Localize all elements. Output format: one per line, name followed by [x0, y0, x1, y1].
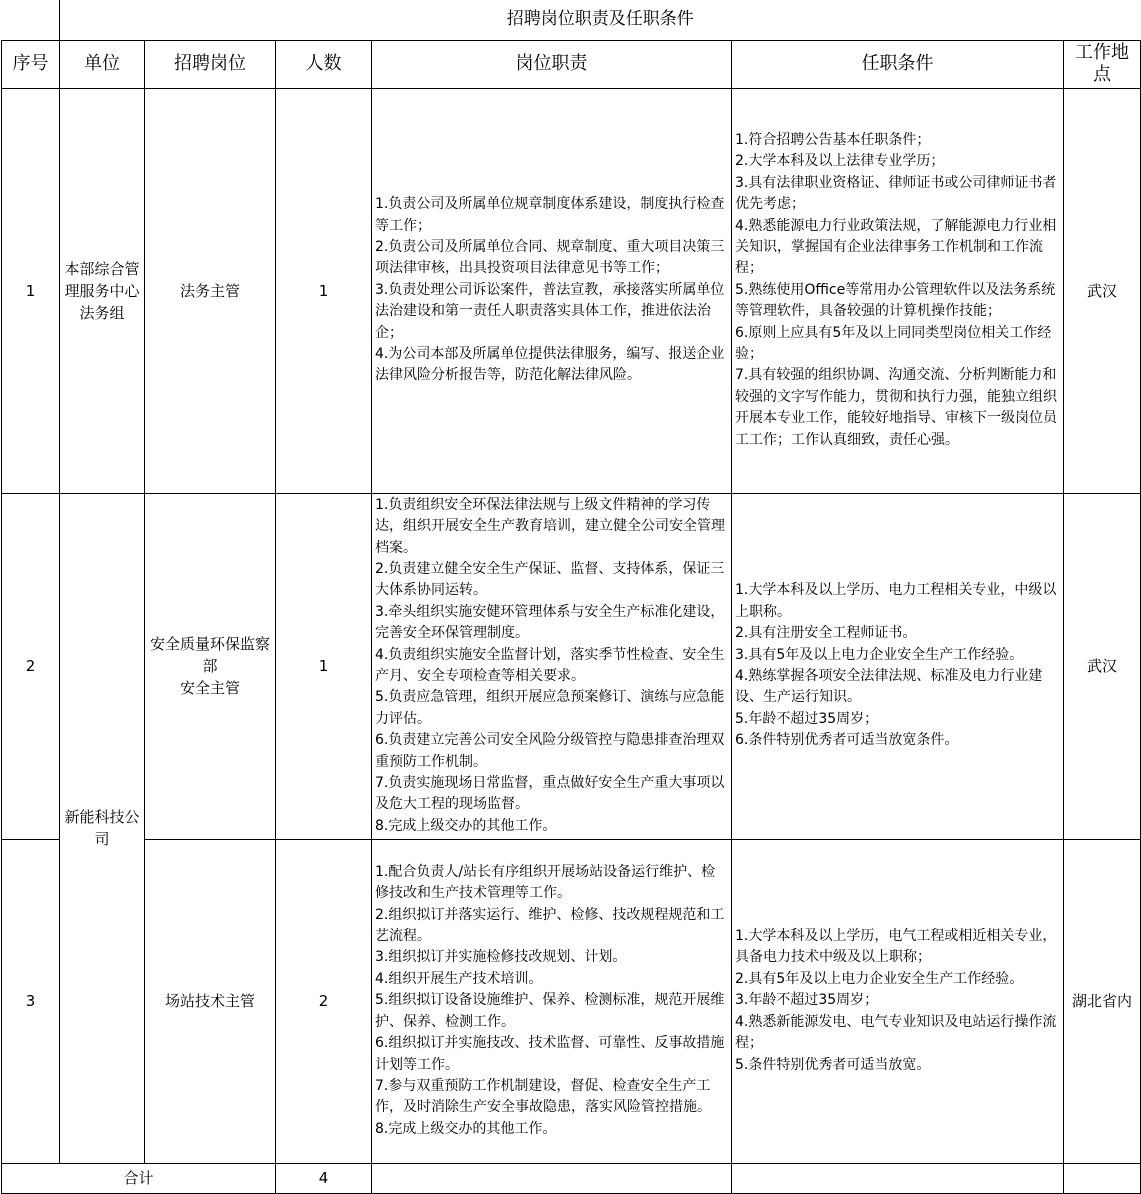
duty-item: 5.负责应急管理，组织开展应急预案修订、演练与应急能力评估。 [375, 689, 725, 727]
requirement-item: 3.年龄不超过35周岁； [735, 992, 879, 1009]
row-count: 2 [276, 839, 372, 1163]
row-seq: 1 [2, 88, 60, 493]
duty-item: 4.为公司本部及所属单位提供法律服务，编写、报送企业法律风险分析报告等，防范化解法律风险。 [375, 346, 725, 384]
position-line: 安全主管 [179, 679, 240, 697]
header-location: 工作地点 [1064, 40, 1141, 88]
row-location: 湖北省内 [1064, 839, 1141, 1163]
total-label: 合计 [2, 1163, 276, 1193]
duty-item: 4.负责组织实施安全监督计划，落实季节性检查、安全生产月、安全专项检查等相关要求。 [375, 646, 725, 684]
table-row [2, 493, 1141, 839]
row-position: 法务主管 [145, 88, 276, 493]
total-empty-cell [372, 1163, 732, 1193]
table-title: 招聘岗位职责及任职条件 [60, 0, 1141, 40]
duty-item: 2.组织拟订并落实运行、维护、检修、技改规程规范和工艺流程。 [375, 906, 725, 945]
header-requirements: 任职条件 [732, 40, 1064, 88]
requirement-item: 2.大学本科及以上法律专业学历； [735, 153, 945, 170]
header-seq: 序号 [2, 40, 60, 88]
requirement-item: 2.具有注册安全工程师证书。 [735, 625, 917, 642]
duty-item: 8.完成上级交办的其他工作。 [375, 1120, 557, 1137]
requirement-item: 3.具有5年及以上电力企业安全生产工作经验。 [735, 646, 1024, 663]
requirement-item: 1.大学本科及以上学历、电力工程相关专业，中级以上职称。 [735, 582, 1057, 620]
header-unit: 单位 [60, 40, 145, 88]
table-row [2, 88, 1141, 493]
duty-item: 1.负责公司及所属单位规章制度体系建设，制度执行检查等工作； [375, 196, 725, 234]
requirement-item: 1.大学本科及以上学历，电气工程或相近相关专业，具备电力技术中级及以上职称； [735, 928, 1057, 966]
duty-item: 8.完成上级交办的其他工作。 [375, 817, 557, 834]
duty-item: 6.组织拟订并实施技改、技术监督、可靠性、反事故措施计划等工作。 [375, 1035, 725, 1073]
row-position [145, 493, 276, 839]
row-count: 1 [276, 493, 372, 839]
row-requirements [732, 839, 1064, 1163]
requirement-item: 4.熟练掌握各项安全法律法规、标准及电力行业建设、生产运行知识。 [735, 668, 1043, 706]
header-count: 人数 [276, 40, 372, 88]
row-seq: 3 [2, 839, 60, 1163]
row-unit: 新能科技公司 [60, 493, 145, 1163]
row-count: 1 [276, 88, 372, 493]
total-empty-cell [1064, 1163, 1141, 1193]
total-empty-cell [732, 1163, 1064, 1193]
title-blank-cell [2, 0, 60, 40]
duty-item: 2.负责建立健全安全生产保证、监督、支持体系，保证三大体系协同运转。 [375, 560, 725, 599]
duty-item: 3.组织拟订并实施检修技改规划、计划。 [375, 949, 627, 966]
total-row [2, 1163, 1141, 1193]
requirement-item: 5.年龄不超过35周岁； [735, 710, 879, 727]
requirement-item: 3.具有法律职业资格证、律师证书或公司律师证书者优先考虑； [735, 174, 1057, 213]
row-duties [372, 493, 732, 839]
row-location: 武汉 [1064, 493, 1141, 839]
requirement-item: 1.符合招聘公告基本任职条件； [735, 131, 931, 148]
requirement-item: 5.条件特别优秀者可适当放宽。 [735, 1056, 931, 1073]
position-line: 安全质量环保监察部 [149, 635, 270, 675]
duty-item: 3.牵头组织实施安健环管理体系与安全生产标准化建设，完善安全环保管理制度。 [375, 603, 725, 642]
requirement-item: 4.熟悉新能源发电、电气专业知识及电站运行操作流程； [735, 1013, 1057, 1052]
requirement-item: 7.具有较强的组织协调、沟通交流、分析判断能力和较强的文字写作能力，贯彻和执行力强，能独立组织开展本专业工作，能较好地指导、审核下一级岗位员工工作；工作认真细致，责任心强。 [735, 367, 1057, 448]
requirement-item: 6.条件特别优秀者可适当放宽条件。 [735, 732, 959, 749]
row-duties [372, 839, 732, 1163]
duty-item: 4.组织开展生产技术培训。 [375, 970, 543, 987]
duty-item: 7.负责实施现场日常监督，重点做好安全生产重大事项以及危大工程的现场监督。 [375, 775, 725, 813]
duty-item: 1.配合负责人/站长有序组织开展场站设备运行维护、检修技改和生产技术管理等工作。 [375, 863, 716, 902]
row-position: 场站技术主管 [145, 839, 276, 1163]
requirement-item: 4.熟悉能源电力行业政策法规，了解能源电力行业相关知识，掌握国有企业法律事务工作机制和工作流程； [735, 217, 1057, 277]
row-unit: 本部综合管理服务中心法务组 [60, 88, 145, 493]
row-requirements [732, 88, 1064, 493]
row-location: 武汉 [1064, 88, 1141, 493]
duty-item: 2.负责公司及所属单位合同、规章制度、重大项目决策三项法律审核，出具投资项目法律意见书等工作； [375, 238, 725, 277]
duty-item: 6.负责建立完善公司安全风险分级管控与隐患排查治理双重预防工作机制。 [375, 732, 725, 770]
table-row [2, 839, 1141, 1163]
duty-item: 5.组织拟订设备设施维护、保养、检测标准，规范开展维护、保养、检测工作。 [375, 992, 725, 1030]
row-requirements [732, 493, 1064, 839]
row-duties [372, 88, 732, 493]
requirement-item: 6.原则上应具有5年及以上同同类型岗位相关工作经验； [735, 324, 1052, 363]
header-position: 招聘岗位 [145, 40, 276, 88]
duty-item: 7.参与双重预防工作机制建设，督促、检查安全生产工作，及时消除生产安全事故隐患，落实风险管控措施。 [375, 1077, 711, 1116]
duty-item: 1.负责组织安全环保法律法规与上级文件精神的学习传达，组织开展安全生产教育培训，建立健全公司安全管理档案。 [375, 496, 725, 556]
duty-item: 3.负责处理公司诉讼案件，普法宣教，承接落实所属单位法治建设和第一责任人职责落实具体工作，推进依法治企； [375, 281, 725, 341]
row-seq: 2 [2, 493, 60, 839]
requirement-item: 5.熟练使用Office等常用办公管理软件以及法务系统等管理软件，具备较强的计算机操作技能； [735, 281, 1056, 320]
total-count: 4 [276, 1163, 372, 1193]
recruitment-table [1, 0, 1141, 1194]
requirement-item: 2.具有5年及以上电力企业安全生产工作经验。 [735, 970, 1024, 987]
header-duties: 岗位职责 [372, 40, 732, 88]
